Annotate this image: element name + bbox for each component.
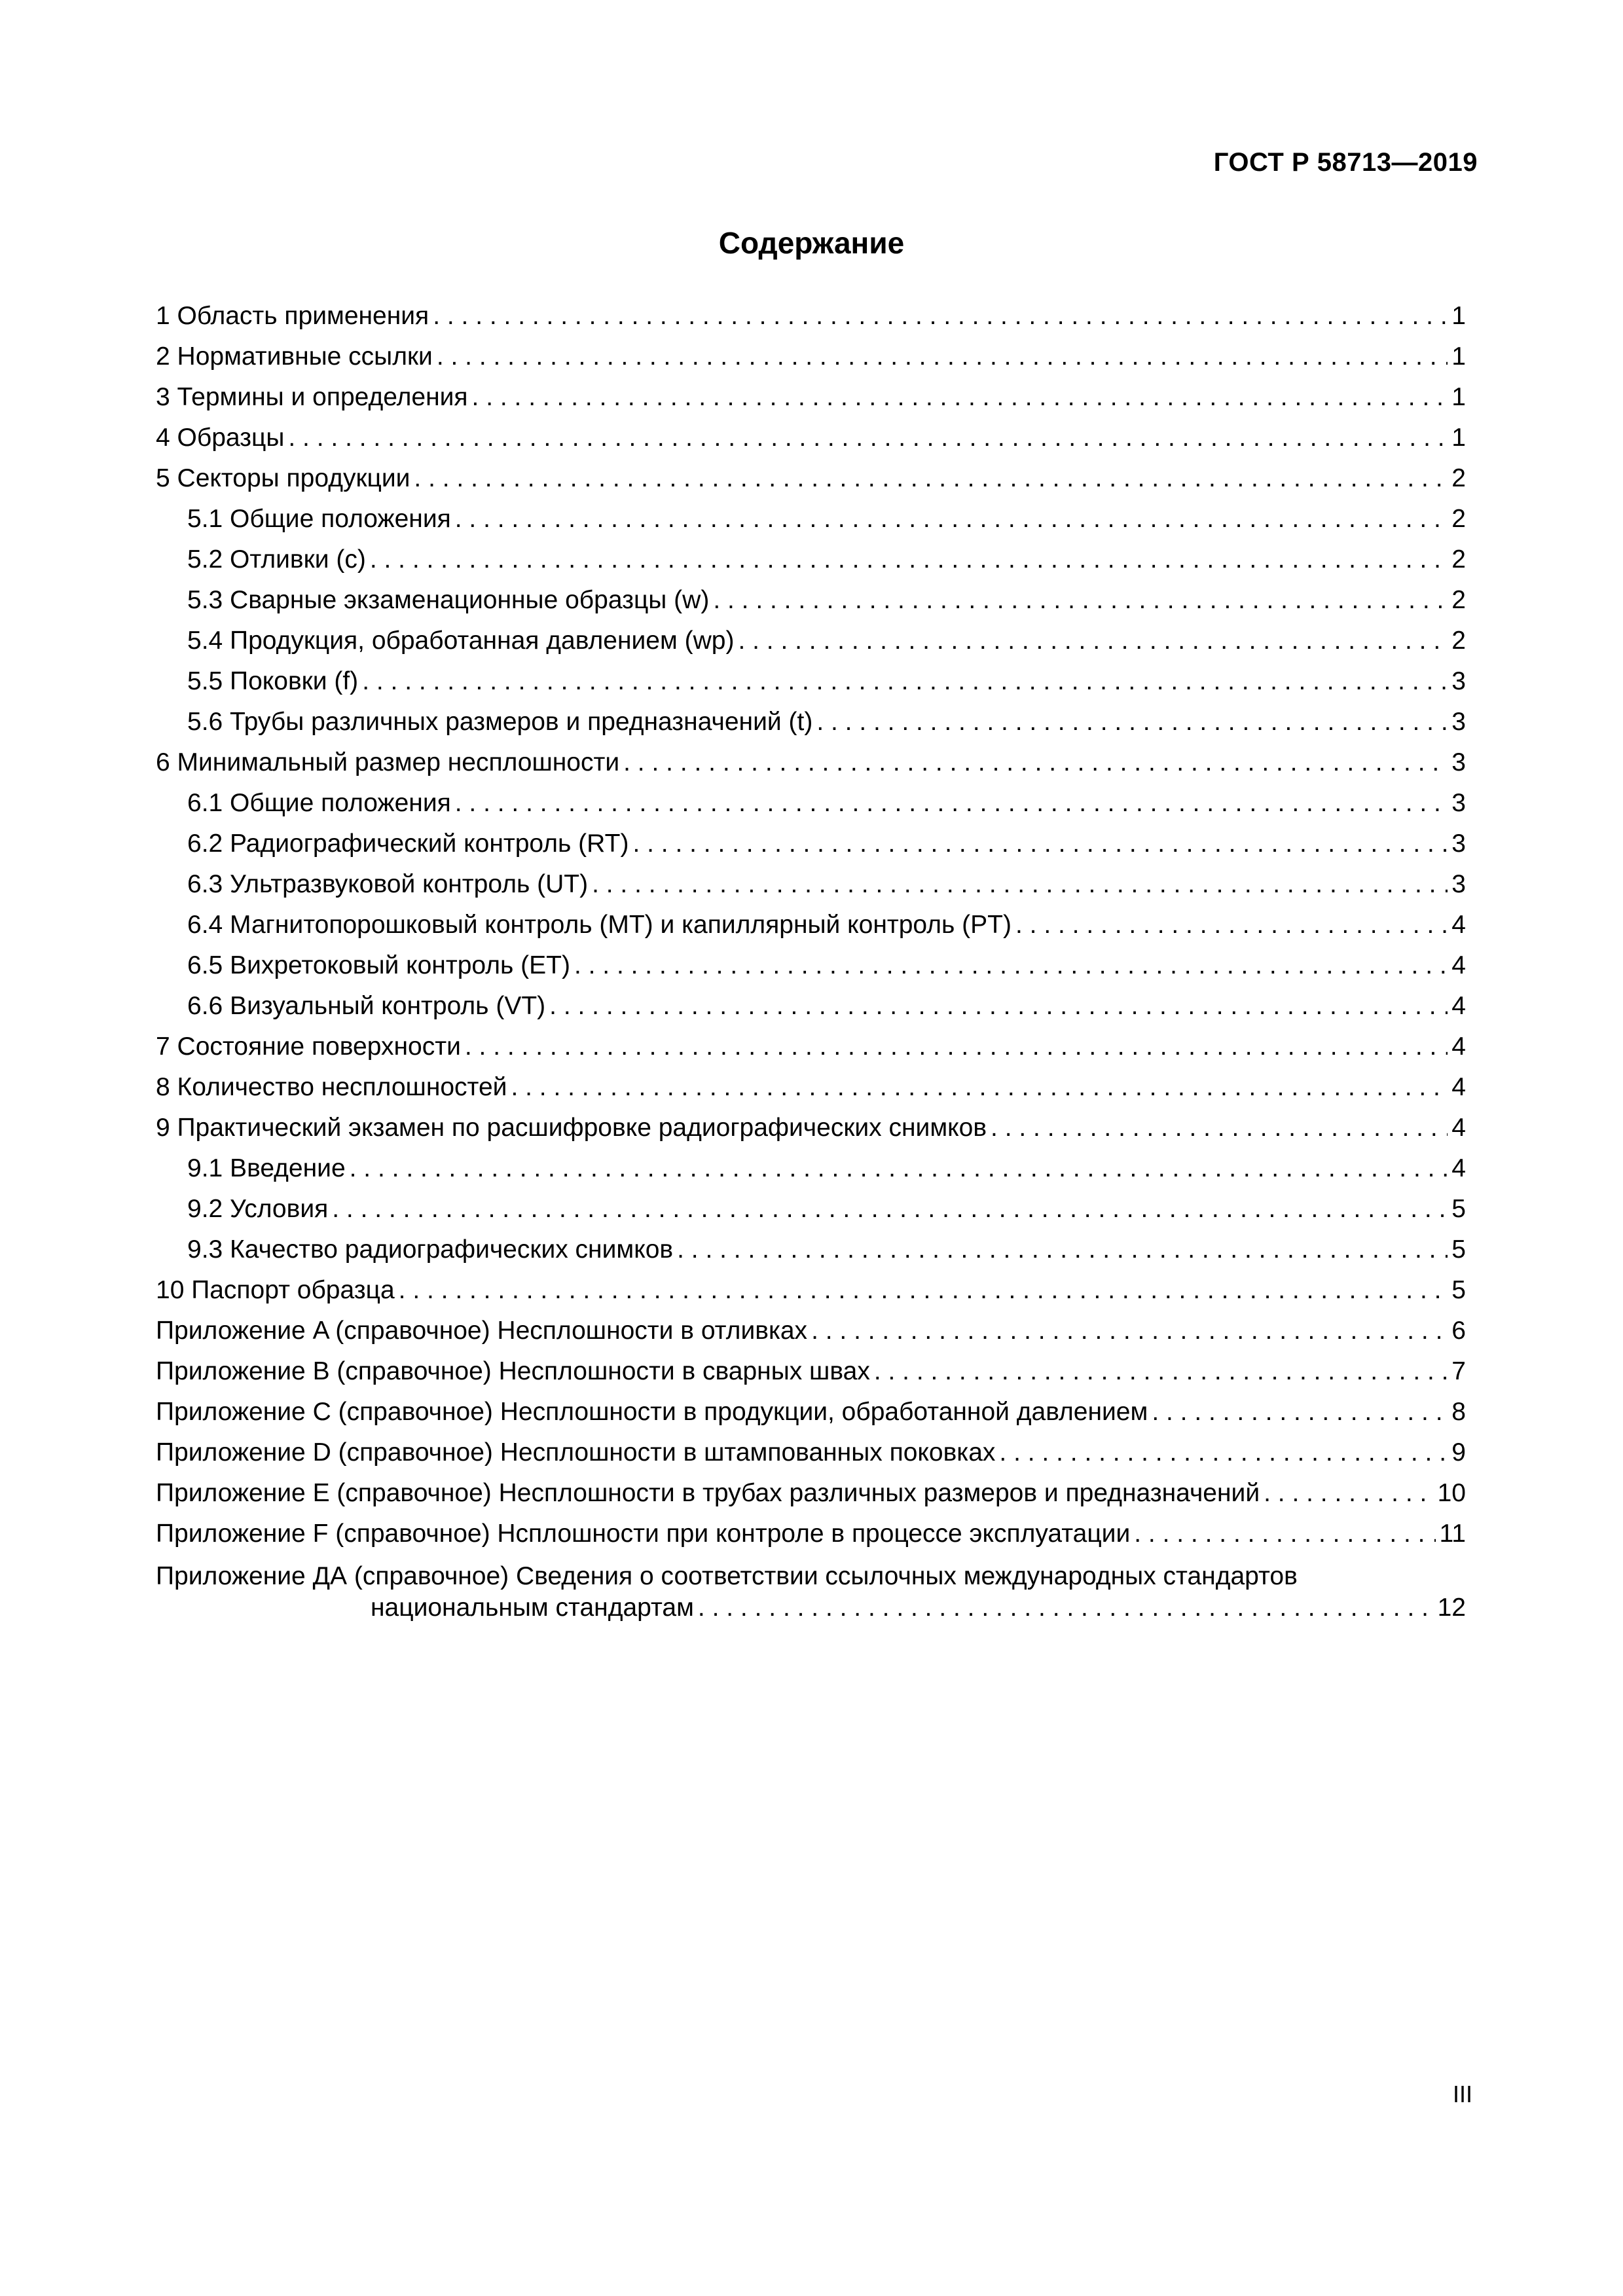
toc-entry-label: Приложение ДА (справочное) Сведения о соответствии ссылочных международных стандартов: [156, 1562, 1298, 1590]
toc-entry-page: 4: [1451, 911, 1466, 939]
toc-entry-label: Приложение B (справочное) Несплошности в сварных швах: [156, 1357, 870, 1385]
leader-dots: [574, 945, 1448, 986]
toc-entry[interactable]: [156, 1432, 1466, 1473]
leader-dots: [1015, 905, 1448, 945]
toc-entry-page: 3: [1451, 667, 1466, 695]
toc-entry-page: 9: [1451, 1438, 1466, 1467]
toc-entry[interactable]: [156, 539, 1466, 580]
toc-entry[interactable]: [156, 1270, 1466, 1311]
toc-entry-label: 5 Секторы продукции: [156, 464, 410, 492]
leader-dots: [288, 418, 1448, 458]
toc-entry-label: Приложение F (справочное) Нсплошности при контроле в процессе эксплуатации: [156, 1520, 1131, 1548]
toc-entry[interactable]: [156, 1514, 1466, 1554]
toc-entry-label: 7 Состояние поверхности: [156, 1032, 461, 1061]
toc-entry-label: Приложение C (справочное) Несплошности в продукции, обработанной давлением: [156, 1398, 1148, 1426]
leader-dots: [455, 783, 1448, 824]
toc-entry-label: 9 Практический экзамен по расшифровке радиографических снимков: [156, 1114, 987, 1142]
leader-dots: [511, 1067, 1448, 1108]
toc-entry[interactable]: [156, 1554, 1466, 1624]
toc-entry-label: 6.5 Вихретоковый контроль (ET): [187, 951, 570, 979]
toc-entry-page: 4: [1451, 1114, 1466, 1142]
leader-dots: [399, 1270, 1448, 1311]
toc-entry-page: 5: [1451, 1235, 1466, 1264]
leader-dots: [999, 1432, 1448, 1473]
leader-dots: [874, 1351, 1448, 1392]
toc-entry-page: 3: [1451, 708, 1466, 736]
toc-entry-label: 9.1 Введение: [187, 1154, 346, 1182]
toc-entry[interactable]: [156, 1027, 1466, 1067]
toc-entry-page: 3: [1451, 870, 1466, 898]
leader-dots: [991, 1108, 1448, 1148]
toc-entry-page: 2: [1451, 627, 1466, 655]
toc-entry[interactable]: [156, 742, 1466, 783]
toc-entry[interactable]: [156, 986, 1466, 1027]
toc-entry-page: 4: [1451, 992, 1466, 1020]
toc-entry-page: 2: [1451, 586, 1466, 614]
toc-entry[interactable]: [156, 1189, 1466, 1230]
toc-entry-label: 6 Минимальный размер несплошности: [156, 748, 620, 776]
toc-entry-page: 10: [1437, 1479, 1466, 1507]
toc-entry-page: 6: [1451, 1317, 1466, 1345]
leader-dots: [698, 1592, 1434, 1624]
toc-title: Содержание: [718, 226, 905, 260]
toc-entry-label: 6.2 Радиографический контроль (RT): [187, 829, 629, 858]
leader-dots: [549, 986, 1448, 1027]
toc-entry[interactable]: [156, 702, 1466, 742]
leader-dots: [632, 824, 1448, 864]
toc-entry-label: 6.1 Общие положения: [187, 789, 451, 817]
toc-entry-label: 10 Паспорт образца: [156, 1276, 395, 1304]
toc-entry[interactable]: [156, 1311, 1466, 1351]
toc-entry[interactable]: [156, 864, 1466, 905]
toc-entry-label: 4 Образцы: [156, 424, 285, 452]
toc-entry-page: 1: [1451, 424, 1466, 452]
toc-entry[interactable]: [156, 418, 1466, 458]
toc-entry-label: 1 Область применения: [156, 302, 429, 330]
toc-entry[interactable]: [156, 499, 1466, 539]
toc-entry-label: 2 Нормативные ссылки: [156, 342, 433, 371]
toc-entry[interactable]: [156, 783, 1466, 824]
toc-entry[interactable]: [156, 458, 1466, 499]
toc-entry-page: 4: [1451, 1073, 1466, 1101]
leader-dots: [811, 1311, 1448, 1351]
toc-entry-label: 5.2 Отливки (c): [187, 545, 366, 574]
leader-dots: [816, 702, 1448, 742]
leader-dots: [350, 1148, 1448, 1189]
toc-entry[interactable]: [156, 1473, 1466, 1514]
leader-dots: [414, 458, 1448, 499]
toc-entry-page: 1: [1451, 342, 1466, 371]
leader-dots: [455, 499, 1448, 539]
leader-dots: [472, 377, 1448, 418]
toc-entry-page: 4: [1451, 1032, 1466, 1061]
toc-entry-page: 3: [1451, 748, 1466, 776]
toc-entry[interactable]: [156, 1067, 1466, 1108]
toc-entry-label: Приложение D (справочное) Несплошности в штампованных поковках: [156, 1438, 996, 1467]
toc-entry[interactable]: [156, 824, 1466, 864]
toc-entry-label-continued: национальным стандартам: [371, 1594, 694, 1622]
toc-entry[interactable]: [156, 661, 1466, 702]
toc-entry-label: 5.1 Общие положения: [187, 505, 451, 533]
leader-dots: [332, 1189, 1448, 1230]
toc-entry-page: 2: [1451, 464, 1466, 492]
leader-dots: [713, 580, 1448, 621]
leader-dots: [370, 539, 1448, 580]
toc-entry-page: 5: [1451, 1195, 1466, 1223]
toc-entry[interactable]: [156, 1351, 1466, 1392]
page-number: III: [1452, 2081, 1472, 2107]
toc-entry[interactable]: [156, 945, 1466, 986]
toc-entry-page: 4: [1451, 1154, 1466, 1182]
toc-entry[interactable]: [156, 1148, 1466, 1189]
toc-entry-page: 3: [1451, 789, 1466, 817]
toc-entry-label: Приложение E (справочное) Несплошности в трубах различных размеров и предназначений: [156, 1479, 1260, 1507]
toc-entry[interactable]: [156, 1392, 1466, 1432]
toc-entry-label: 6.3 Ультразвуковой контроль (UT): [187, 870, 589, 898]
toc-entry-label: 5.5 Поковки (f): [187, 667, 359, 695]
document-code: ГОСТ Р 58713—2019: [1213, 148, 1478, 177]
leader-dots: [465, 1027, 1448, 1067]
toc-entry[interactable]: [156, 377, 1466, 418]
leader-dots: [738, 621, 1448, 661]
toc-entry-label: 3 Термины и определения: [156, 383, 468, 411]
leader-dots: [1264, 1473, 1434, 1514]
toc-entry-label: 6.4 Магнитопорошковый контроль (MT) и капиллярный контроль (PT): [187, 911, 1012, 939]
toc-entry-label: 6.6 Визуальный контроль (VT): [187, 992, 546, 1020]
leader-dots: [1152, 1392, 1448, 1432]
toc-entry-label: 5.6 Трубы различных размеров и предназначений (t): [187, 708, 813, 736]
toc-entry-label: 8 Количество несплошностей: [156, 1073, 507, 1101]
leader-dots: [433, 296, 1448, 337]
leader-dots: [677, 1230, 1448, 1270]
toc-entry[interactable]: [156, 621, 1466, 661]
leader-dots: [623, 742, 1448, 783]
toc-entry-page: 4: [1451, 951, 1466, 979]
toc-entry-page: 12: [1437, 1594, 1466, 1622]
toc-entry[interactable]: [156, 905, 1466, 945]
toc-entry-page: 5: [1451, 1276, 1466, 1304]
toc-entry-label: 9.3 Качество радиографических снимков: [187, 1235, 674, 1264]
leader-dots: [592, 864, 1448, 905]
toc-entry-label: 5.4 Продукция, обработанная давлением (wp): [187, 627, 735, 655]
toc-entry-page: 2: [1451, 505, 1466, 533]
toc-entry[interactable]: [156, 580, 1466, 621]
toc-entry[interactable]: [156, 296, 1466, 337]
toc-entry[interactable]: [156, 1108, 1466, 1148]
toc-entry-label: Приложение A (справочное) Несплошности в отливках: [156, 1317, 808, 1345]
toc-entry-page: 11: [1439, 1520, 1466, 1548]
toc-entry-page: 1: [1451, 383, 1466, 411]
table-of-contents: [156, 296, 1466, 1624]
toc-entry-page: 3: [1451, 829, 1466, 858]
toc-entry-page: 2: [1451, 545, 1466, 574]
toc-entry-page: 8: [1451, 1398, 1466, 1426]
leader-dots: [362, 661, 1448, 702]
toc-entry[interactable]: [156, 337, 1466, 377]
toc-entry-label: 5.3 Сварные экзаменационные образцы (w): [187, 586, 710, 614]
toc-entry-label: 9.2 Условия: [187, 1195, 329, 1223]
toc-entry-page: 1: [1451, 302, 1466, 330]
toc-entry-page: 7: [1451, 1357, 1466, 1385]
leader-dots: [437, 337, 1448, 377]
leader-dots: [1134, 1514, 1435, 1554]
toc-entry[interactable]: [156, 1230, 1466, 1270]
